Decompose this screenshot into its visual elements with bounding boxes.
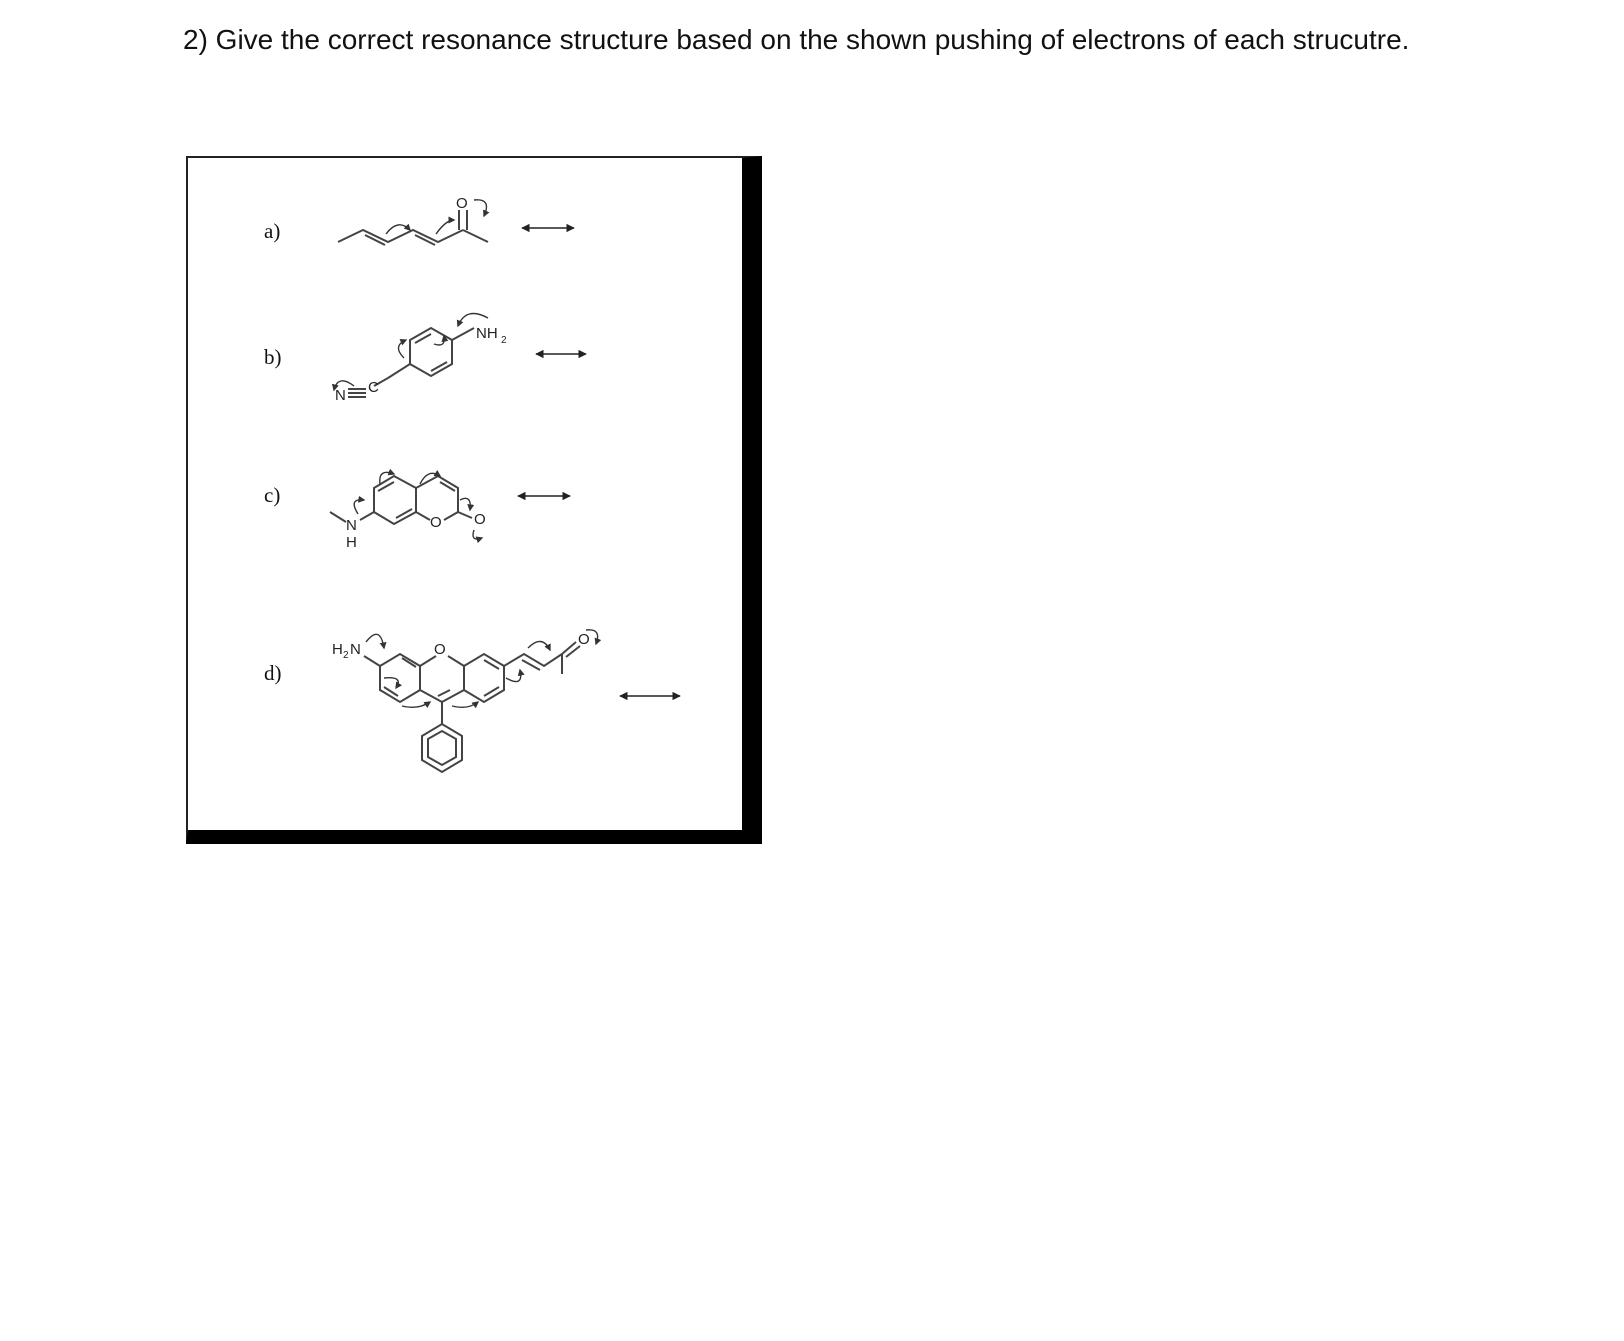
structure-b-atom-c: C <box>368 379 379 396</box>
structure-a-chain <box>338 230 463 242</box>
structure-d-atom-n: N <box>350 641 361 658</box>
curved-arrow-icon <box>452 702 478 707</box>
structure-b <box>264 314 586 405</box>
curved-arrow-icon <box>506 670 521 682</box>
curved-arrow-icon <box>434 336 444 345</box>
curved-arrow-icon <box>460 498 470 510</box>
curved-arrow-icon <box>528 641 550 650</box>
curved-arrow-icon <box>436 220 454 234</box>
structure-c-atom-o-carbonyl: O <box>474 511 486 528</box>
structure-c <box>264 472 570 551</box>
structure-d-atom-h: H <box>332 641 343 658</box>
structure-b-atom-n: N <box>335 387 346 404</box>
structure-d-atom-o-carbonyl: O <box>578 631 590 648</box>
resonance-figure <box>186 156 762 844</box>
structure-a-atom-o: O <box>456 195 468 212</box>
structure-d-subscript-2: 2 <box>343 650 349 661</box>
structure-b-atom-nh: NH <box>476 325 498 342</box>
structure-c-atom-o-ring: O <box>430 514 442 531</box>
structure-a <box>264 195 574 245</box>
structures-drawing <box>188 158 742 830</box>
curved-arrow-icon <box>384 678 398 688</box>
structure-d-ring-right <box>464 654 504 702</box>
structure-d-side-chain <box>504 654 562 666</box>
curved-arrow-icon <box>366 634 384 648</box>
structure-d-atom-o-ring: O <box>434 641 446 658</box>
curved-arrow-icon <box>354 500 364 514</box>
curved-arrow-icon <box>398 340 406 358</box>
curved-arrow-icon <box>420 473 440 484</box>
structure-b-subscript-2: 2 <box>501 335 507 346</box>
question-text: 2) Give the correct resonance structure based on the shown pushing of electrons of each strucutre. <box>183 24 1410 55</box>
curved-arrow-icon <box>474 200 486 216</box>
part-label-a: a) <box>264 219 281 243</box>
structure-b-ring <box>410 328 452 376</box>
curved-arrow-icon <box>473 530 482 539</box>
structure-c-atom-n: N <box>346 517 357 534</box>
curved-arrow-icon <box>402 702 430 707</box>
part-label-c: c) <box>264 483 281 507</box>
structure-c-atom-h: H <box>346 534 357 551</box>
part-label-b: b) <box>264 345 282 369</box>
structure-d <box>264 630 680 772</box>
part-label-d: d) <box>264 661 282 685</box>
